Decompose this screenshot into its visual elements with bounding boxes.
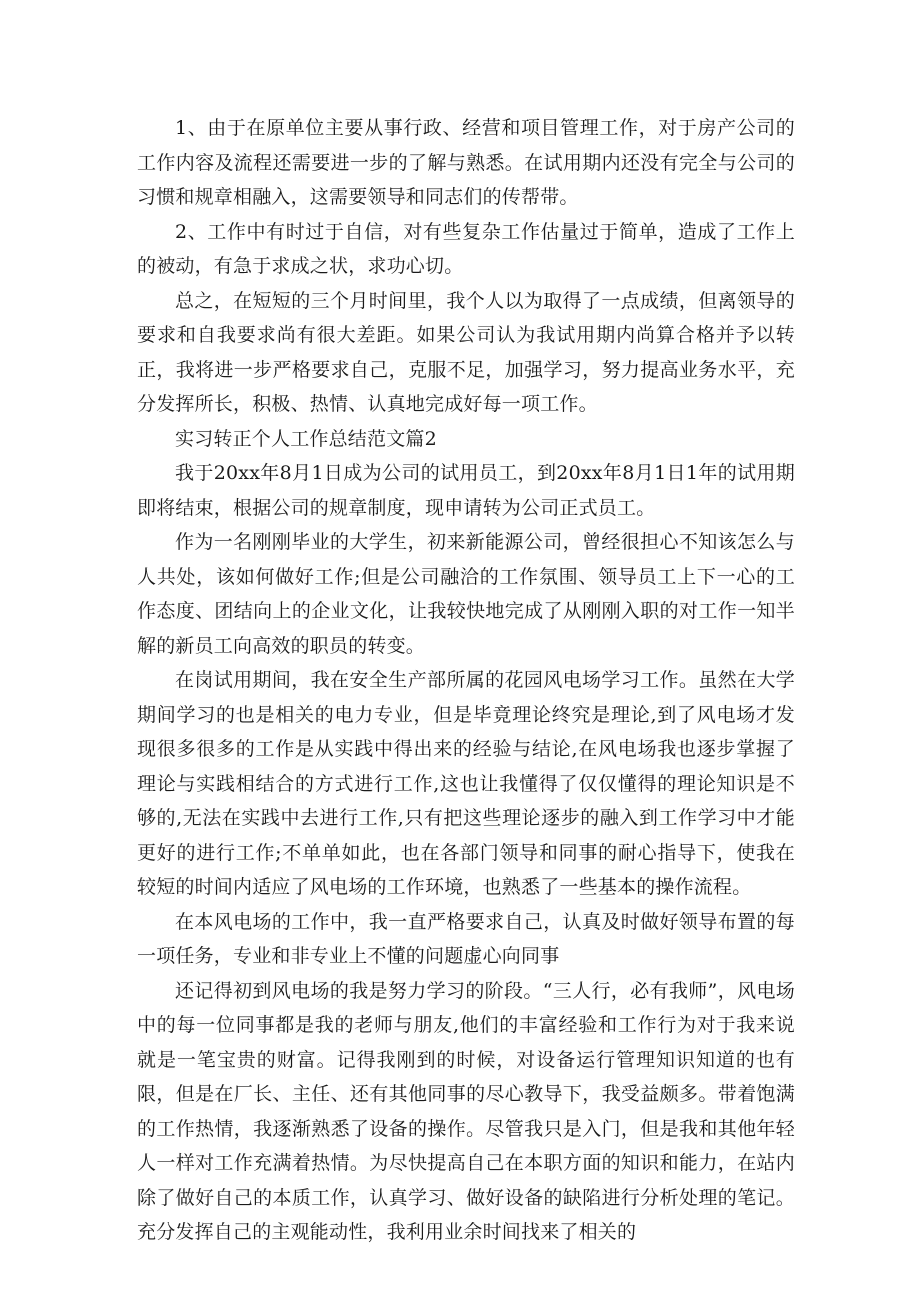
document-page xyxy=(137,111,795,1250)
paragraph-learning-stage: 还记得初到风电场的我是努力学习的阶段。“三人行，必有我师”，风电场中的每一位同事都是我的老师与朋友,他们的丰富经验和工作行为对于我来说就是一笔宝贵的财富。记得我刚到的时候，对设备运行管理知识知道的也有限，但是在厂长、主任、还有其他同事的尽心教导下，我受益颇多。带着饱满的工作热情，我逐渐熟悉了设备的操作。尽管我只是入门，但是我和其他年轻人一样对工作充满着热情。为尽快提高自己在本职方面的知识和能力，在站内除了做好自己的本质工作，认真学习、做好设备的缺陷进行分析处理的笔记。充分发挥自己的主观能动性，我利用业余时间找来了相关的 xyxy=(137,979,795,1243)
paragraph-strict-requirements: 在本风电场的工作中，我一直严格要求自己，认真及时做好领导布置的每一项任务，专业和非专业上不懂的问题虚心向同事 xyxy=(137,910,795,967)
paragraph-intro: 我于20xx年8月1日成为公司的试用员工，到20xx年8月1日1年的试用期即将结束，根据公司的规章制度，现申请转为公司正式员工。 xyxy=(137,462,795,519)
paragraph-shortcoming-2: 2、工作中有时过于自信，对有些复杂工作估量过于简单，造成了工作上的被动，有急于求成之状，求功心切。 xyxy=(137,220,795,277)
paragraph-probation-work: 在岗试用期间，我在安全生产部所属的花园风电场学习工作。虽然在大学期间学习的也是相关的电力专业，但是毕竟理论终究是理论,到了风电场才发现很多很多的工作是从实践中得出来的经验与结论,在风电场我也逐步掌握了理论与实践相结合的方式进行工作,这也让我懂得了仅仅懂得的理论知识是不够的,无法在实践中去进行工作,只有把这些理论逐步的融入到工作学习中才能更好的进行工作;不单单如此，也在各部门领导和同事的耐心指导下，使我在较短的时间内适应了风电场的工作环境，也熟悉了一些基本的操作流程。 xyxy=(137,669,795,898)
section-title: 实习转正个人工作总结范文篇2 xyxy=(175,427,437,450)
paragraph-conclusion: 总之，在短短的三个月时间里，我个人以为取得了一点成绩，但离领导的要求和自我要求尚有很大差距。如果公司认为我试用期内尚算合格并予以转正，我将进一步严格要求自己，克服不足，加强学习，努力提高业务水平，充分发挥所长，积极、热情、认真地完成好每一项工作。 xyxy=(137,289,795,415)
paragraph-new-graduate: 作为一名刚刚毕业的大学生，初来新能源公司，曾经很担心不知该怎么与人共处，该如何做好工作;但是公司融洽的工作氛围、领导员工上下一心的工作态度、团结向上的企业文化，让我较快地完成了从刚刚入职的对工作一知半解的新员工向高效的职员的转变。 xyxy=(137,531,795,657)
paragraph-shortcoming-1: 1、由于在原单位主要从事行政、经营和项目管理工作，对于房产公司的工作内容及流程还需要进一步的了解与熟悉。在试用期内还没有完全与公司的习惯和规章相融入，这需要领导和同志们的传帮带。 xyxy=(137,117,795,208)
